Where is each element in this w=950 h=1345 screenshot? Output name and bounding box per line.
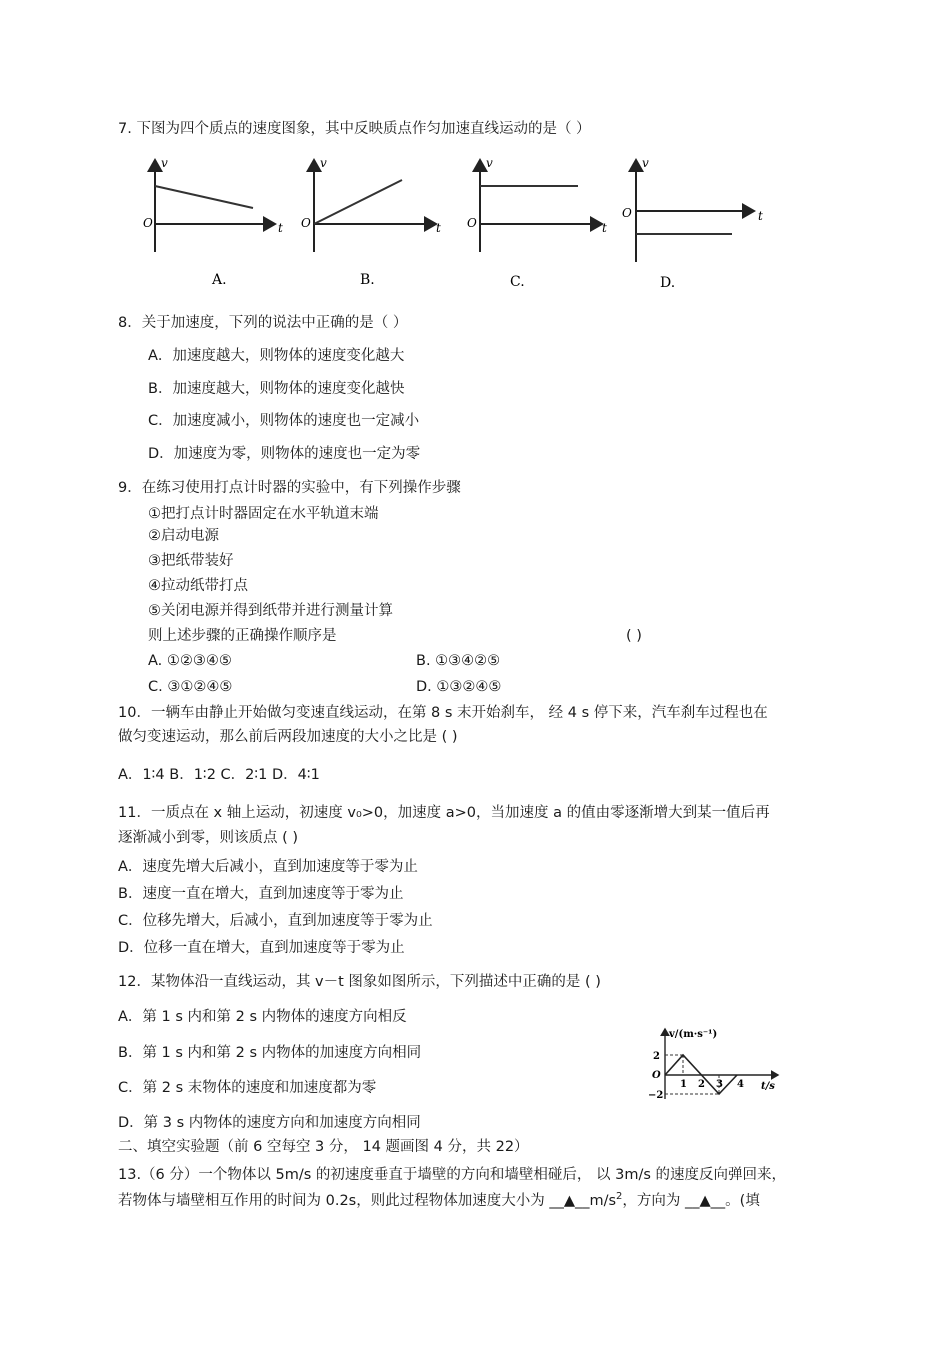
q12-vt-graph [640,1025,790,1105]
q12-option-c: C．第 2 s 末物体的速度和加速度都为零 [118,1080,377,1096]
vt-xtick-3: 3 [716,1079,723,1090]
q8-option-b: B．加速度越大，则物体的速度变化越快 [148,381,405,397]
graph-a-o: O [143,216,153,230]
q7-stem: 7. 下图为四个质点的速度图象，其中反映质点作匀加速直线运动的是（ ） [118,121,591,137]
q8-option-d: D．加速度为零，则物体的速度也一定为零 [148,446,421,462]
q12-option-b: B．第 1 s 内和第 2 s 内物体的加速度方向相同 [118,1045,422,1061]
q11-line-1: 11．一质点在 x 轴上运动，初速度 v₀>0，加速度 a>0，当加速度 a 的值由零逐渐增大到某一值后再 [118,805,770,821]
q13-line-2a: 若物体与墙壁相互作用的时间为 0.2s，则此过程物体加速度大小为 __▲__m/s [118,1192,617,1209]
vt-xtick-4: 4 [737,1079,744,1090]
q12-option-a: A．第 1 s 内和第 2 s 内物体的速度方向相反 [118,1009,407,1025]
q7-graphs [140,150,780,300]
graph-a-t: t [278,221,283,235]
q9-step-5: ⑤关闭电源并得到纸带并进行测量计算 [148,603,393,619]
q9-option-d: D. ①③②④⑤ [416,679,502,695]
vt-xtick-1: 1 [680,1079,687,1090]
q11-option-d: D．位移一直在增大，直到加速度等于零为止 [118,940,405,956]
graph-b-o: O [301,216,311,230]
section-2-heading: 二、填空实验题（前 6 空每空 3 分， 14 题画图 4 分，共 22） [118,1139,529,1155]
q9-option-b: B. ①③④②⑤ [416,653,501,669]
q8-option-c: C．加速度减小，则物体的速度也一定减小 [148,413,420,429]
q9-answer-paren: ( ) [626,628,642,644]
q13-unit-exponent: 2 [616,1191,623,1202]
graph-d-v: v [642,156,649,170]
graph-a-caption: A. [212,272,227,288]
graph-d-o: O [622,206,632,220]
graph-a-v: v [161,156,168,170]
graph-b-v: v [320,156,327,170]
graph-c-o: O [467,216,477,230]
q9-step-3: ③把纸带装好 [148,553,234,569]
graph-b-caption: B. [360,272,375,288]
q9-step-2: ②启动电源 [148,528,219,544]
q11-option-c: C．位移先增大，后减小，直到加速度等于零为止 [118,913,433,929]
q11-option-b: B．速度一直在增大，直到加速度等于零为止 [118,886,404,902]
graph-c-t: t [602,221,607,235]
graph-a [143,156,283,288]
q11-line-2: 逐渐减小到零，则该质点 ( ) [118,830,299,846]
q12-option-d: D．第 3 s 内物体的速度方向和加速度方向相同 [118,1115,421,1131]
q9-option-c: C. ③①②④⑤ [148,679,233,695]
graph-d [622,156,763,291]
q8-stem: 8．关于加速度，下列的说法中正确的是（ ） [118,315,408,331]
q10-line-1: 10．一辆车由静止开始做匀变速直线运动，在第 8 s 末开始刹车， 经 4 s 停下来，汽车刹车过程也在 [118,705,768,721]
q13-line-2b: ，方向为 __▲__。(填 [622,1192,760,1209]
q13-line-1: 13.（6 分）一个物体以 5m/s 的初速度垂直于墙壁的方向和墙壁相碰后， 以 3m/s 的速度反向弹回来， [118,1167,787,1183]
q9-stem: 9．在练习使用打点计时器的实验中，有下列操作步骤 [118,480,461,496]
vt-origin: O [652,1070,661,1081]
vt-xtick-2: 2 [698,1079,705,1090]
graph-c-caption: C. [510,274,525,290]
q9-option-a: A. ①②③④⑤ [148,653,232,669]
vt-y-label: v/(m·s⁻¹) [669,1029,718,1040]
graph-b [301,156,441,288]
q9-step-1: ①把打点计时器固定在水平轨道末端 [148,506,379,522]
q10-options: A．1∶4 B．1∶2 C．2∶1 D．4∶1 [118,767,320,783]
q9-step-4: ④拉动纸带打点 [148,578,248,594]
graph-d-caption: D. [660,275,676,291]
graph-b-t: t [436,221,441,235]
q10-line-2: 做匀变速运动，那么前后两段加速度的大小之比是 ( ) [118,729,458,745]
graph-c-v: v [486,156,493,170]
q11-option-a: A．速度先增大后减小，直到加速度等于零为止 [118,859,418,875]
graph-c [467,156,607,290]
q12-stem: 12．某物体沿一直线运动，其 v－t 图象如图所示，下列描述中正确的是 ( ) [118,974,601,990]
graph-d-t: t [758,209,763,223]
vt-x-label: t/s [761,1081,775,1092]
vt-ytick-2: 2 [653,1051,660,1062]
q9-question: 则上述步骤的正确操作顺序是 [148,628,337,644]
q13-line-2 [118,1187,760,1211]
q8-option-a: A．加速度越大，则物体的速度变化越大 [148,348,405,364]
vt-ytick-neg2: −2 [648,1090,664,1101]
